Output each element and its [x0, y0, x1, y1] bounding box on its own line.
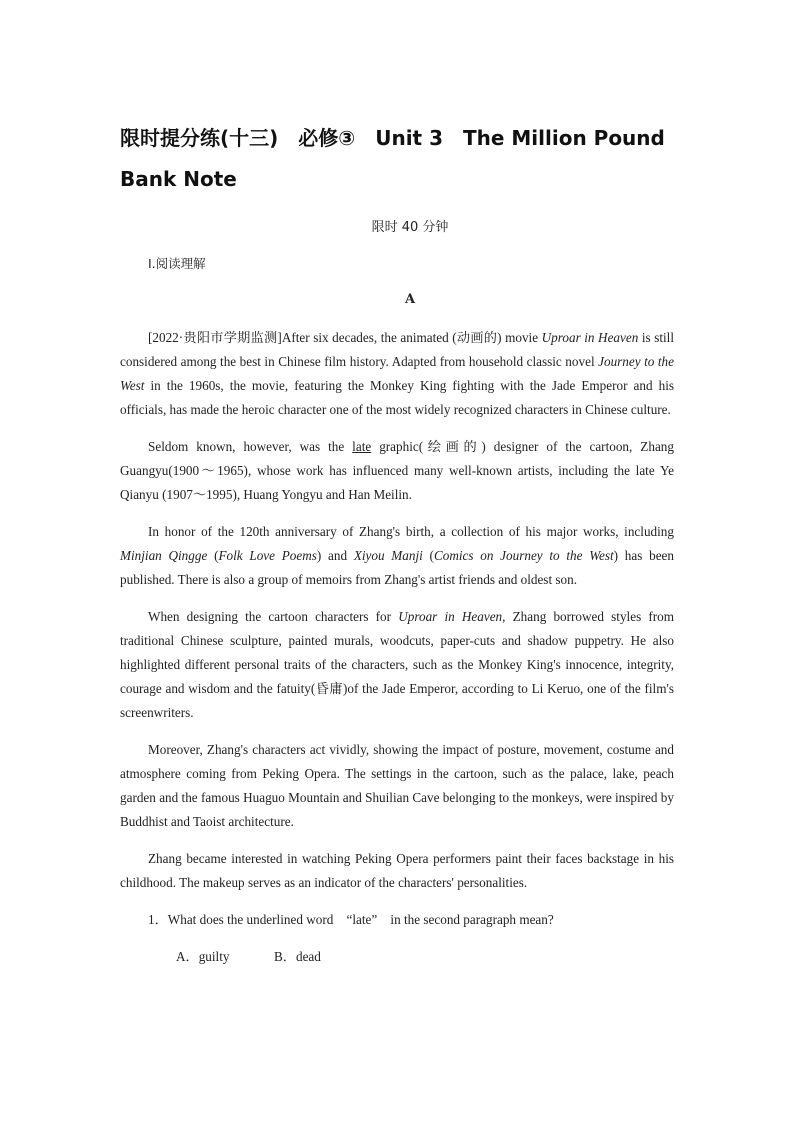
passage-body — [120, 326, 674, 969]
paragraph-5: Moreover, Zhang's characters act vividly, showing the impact of posture, movement, costume and atmosphere coming from Peking Opera. The settings in the cartoon, such as the palace, lake, peach garden and the famous Huaguo Mountain and Shuilian Cave belonging to the monkeys, were inspired by Buddhist and Taoist architecture. — [120, 742, 674, 829]
text: ) has been published. There is also a group of memoirs from Zhang's artist friends and oldest son. — [120, 548, 674, 587]
text: ) and — [316, 548, 354, 563]
question-1: 1．What does the underlined word “late” in the second paragraph mean? — [148, 912, 554, 927]
film-title: Uproar in Heaven, — [398, 609, 506, 624]
section-heading: Ⅰ.阅读理解 — [148, 256, 206, 271]
text: graphic(绘画的) designer of the cartoon, Zhang Guangyu(1900～1965), whose work has influenced many well-known artists, including the late Ye Qianyu (1907～1995), Huang Yongyu and Han Meilin. — [120, 439, 674, 502]
paragraph-4 — [120, 605, 674, 725]
work-title: Comics on Journey to the West — [433, 548, 614, 563]
novel-title: Journey to the West — [120, 354, 674, 393]
title-line-1: 限时提分练(十三) 必修③ Unit 3 The Million Pound — [120, 126, 665, 150]
title-line-2: Bank Note — [120, 167, 237, 191]
work-title: Minjian Qingge — [120, 548, 208, 563]
option-a[interactable]: A．guilty — [176, 949, 230, 964]
text: ( — [207, 548, 219, 563]
text: in the 1960s, the movie, featuring the Monkey King fighting with the Jade Emperor and his officials, has made the heroic character one of the most widely recognized characters in Chinese culture. — [120, 378, 674, 417]
passage-label: A — [404, 292, 416, 307]
film-title: Uproar in Heaven — [541, 330, 639, 345]
paragraph-3 — [120, 520, 674, 592]
paragraph-2 — [120, 435, 674, 507]
time-limit: 限时 40 分钟 — [371, 220, 449, 235]
text: After six decades, the animated (动画的) movie — [281, 330, 542, 345]
answer-options — [120, 945, 674, 969]
paragraph-6: Zhang became interested in watching Peking Opera performers paint their faces backstage in his childhood. The makeup serves as an indicator of the characters' personalities. — [120, 851, 674, 890]
option-b[interactable]: B．dead — [274, 949, 321, 964]
text: Seldom known, however, was the — [148, 439, 353, 454]
work-title: Folk Love Poems — [218, 548, 317, 563]
text: ( — [422, 548, 434, 563]
text: Zhang borrowed styles from traditional Chinese sculpture, painted murals, woodcuts, paper-cuts and shadow puppetry. He also highlighted different personal traits of the characters, such as the Monkey King's innocence, integrity, courage and wisdom and the fatuity(昏庸)of the Jade Emperor, according to Li Keruo, one of the film's screenwriters. — [120, 609, 674, 720]
text: is still considered among the best in Chinese film history. Adapted from household classic novel — [120, 330, 674, 369]
paragraph-1 — [120, 326, 674, 422]
text: In honor of the 120th anniversary of Zhang's birth, a collection of his major works, including — [148, 524, 674, 539]
underlined-word: late — [352, 439, 372, 454]
text: When designing the cartoon characters for — [148, 609, 399, 624]
work-title: Xiyou Manji — [353, 548, 423, 563]
source-note: [2022·贵阳市学期监测] — [148, 330, 282, 345]
page-title — [120, 118, 680, 200]
